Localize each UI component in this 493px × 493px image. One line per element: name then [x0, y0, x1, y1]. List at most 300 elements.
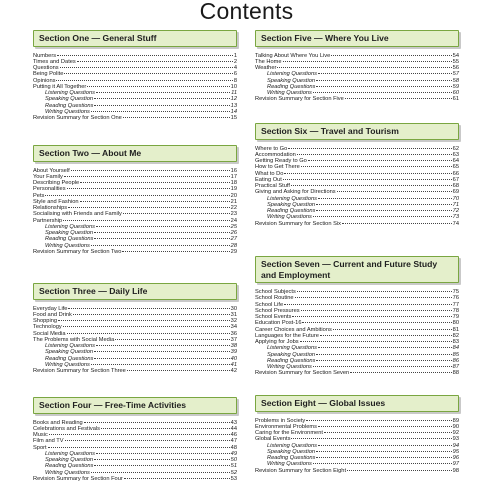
dot-leader: [60, 67, 233, 68]
toc-entry[interactable]: [33, 115, 237, 121]
toc-entry-page: 95: [452, 448, 459, 455]
toc-entry-page: 29: [230, 248, 237, 255]
dot-leader: [291, 185, 452, 186]
dot-leader: [313, 92, 452, 93]
dot-leader: [77, 61, 233, 62]
toc-entry-page: 89: [452, 417, 459, 424]
toc-entry-page: 75: [452, 289, 459, 295]
toc-entry-title: Writing Questions: [267, 214, 312, 221]
dot-leader: [301, 310, 452, 311]
toc-entry-title: Writing Questions: [267, 90, 312, 96]
dot-leader: [91, 472, 230, 473]
toc-entry-title: Speaking Question: [45, 230, 94, 236]
dot-leader: [94, 465, 229, 466]
section: [255, 395, 459, 474]
section: [33, 145, 237, 255]
toc-entry-page: 24: [230, 217, 237, 224]
dot-leader: [94, 98, 230, 99]
toc-entry-title: Reading Questions: [45, 463, 94, 470]
section-entries: [33, 168, 237, 256]
toc-entry-page: 92: [452, 430, 459, 436]
dot-leader: [316, 360, 451, 361]
dot-leader: [67, 188, 230, 189]
toc-entry-page: 39: [230, 349, 237, 356]
toc-entry-page: 19: [230, 186, 237, 193]
dot-leader: [63, 220, 230, 221]
toc-entry-page: 13: [230, 102, 237, 109]
toc-entry-title: Accommodation: [255, 151, 296, 158]
toc-entry-title: Revision Summary for Section Eight: [255, 467, 347, 474]
toc-entry-title: Describing People: [33, 180, 80, 186]
toc-entry-title: Writing Questions: [45, 108, 90, 115]
section: [255, 256, 459, 377]
dot-leader: [324, 432, 452, 433]
toc-entry-page: 57: [452, 71, 459, 78]
toc-entry-page: 61: [452, 96, 459, 103]
toc-entry-page: 62: [452, 145, 459, 152]
toc-entry-title: Sport: [33, 444, 47, 451]
toc-entry-title: School Pressures: [255, 307, 300, 314]
toc-entry-title: Speaking Question: [267, 448, 316, 455]
dot-leader: [96, 453, 230, 454]
section: [255, 30, 459, 103]
dot-leader: [316, 457, 451, 458]
dot-leader: [301, 166, 452, 167]
dot-leader: [87, 86, 229, 87]
toc-entry-title: The Home: [255, 58, 282, 65]
toc-entry-title: Revision Summary for Section Two: [33, 248, 122, 255]
toc-entry-title: Reading Questions: [45, 236, 94, 243]
toc-entry-title: Revision Summary for Section One: [33, 115, 122, 121]
toc-entry-page: 50: [230, 457, 237, 463]
toc-entry-page: 40: [230, 355, 237, 362]
dot-leader: [63, 326, 230, 327]
toc-entry-page: 2: [233, 58, 237, 65]
toc-entry-title: Problems in Society: [255, 417, 306, 424]
toc-entry-title: How to Get There: [255, 164, 300, 171]
toc-entry-page: 68: [452, 183, 459, 189]
toc-entry-title: Writing Questions: [45, 242, 90, 249]
toc-entry-title: Shopping: [33, 318, 58, 324]
dot-leader: [337, 191, 452, 192]
toc-entry-page: 74: [452, 220, 459, 227]
toc-entry-page: 82: [452, 332, 459, 339]
section-header: Section Eight — Global Issues: [255, 395, 459, 412]
toc-entry-title: Listening Questions: [45, 343, 95, 349]
toc-entry-title: About Yourself: [33, 167, 70, 174]
toc-entry-title: Listening Questions: [267, 345, 317, 352]
toc-entry-page: 46: [230, 432, 237, 438]
toc-entry-page: 53: [230, 475, 237, 482]
toc-entry-page: 80: [452, 320, 459, 327]
dot-leader: [283, 179, 452, 180]
dot-leader: [292, 316, 451, 317]
toc-entry-title: Revision Summary for Section Six: [255, 220, 341, 227]
toc-entry-page: 17: [230, 173, 237, 180]
dot-leader: [84, 422, 230, 423]
section: [255, 123, 459, 227]
dot-leader: [318, 426, 452, 427]
toc-entry[interactable]: [33, 476, 237, 482]
toc-entry-page: 98: [452, 467, 459, 474]
dot-leader: [96, 92, 230, 93]
toc-entry-page: 15: [230, 115, 237, 121]
dot-leader: [306, 420, 451, 421]
dot-leader: [300, 341, 452, 342]
dot-leader: [284, 173, 451, 174]
dot-leader: [316, 210, 451, 211]
section-entries: [255, 418, 459, 474]
dot-leader: [68, 308, 229, 309]
toc-entry-page: 64: [452, 158, 459, 164]
toc-entry-title: School Events: [255, 314, 292, 320]
toc-entry-page: 36: [230, 330, 237, 337]
dot-leader: [94, 351, 230, 352]
toc-entry-page: 30: [230, 305, 237, 312]
toc-entry[interactable]: [255, 370, 459, 376]
dot-leader: [316, 354, 452, 355]
toc-entry-page: 37: [230, 336, 237, 343]
toc-entry-page: 54: [452, 52, 459, 59]
section-header: Section Two — About Me: [33, 145, 237, 162]
toc-entry-title: Environmental Problems: [255, 423, 317, 430]
section-entries: [33, 420, 237, 483]
toc-entry-page: 10: [230, 83, 237, 90]
toc-entry-page: 44: [230, 425, 237, 432]
section: [33, 283, 237, 374]
toc-entry-title: Putting it All Together: [33, 83, 87, 90]
toc-entry-page: 88: [452, 370, 459, 377]
toc-entry-page: 41: [230, 361, 237, 368]
dot-leader: [122, 251, 229, 252]
dot-leader: [91, 245, 230, 246]
toc-entry-title: Writing Questions: [267, 461, 312, 468]
toc-entry-title: Listening Questions: [45, 450, 95, 457]
toc-entry-page: 87: [452, 364, 459, 370]
dot-leader: [297, 154, 452, 155]
section: [33, 30, 237, 121]
dot-leader: [45, 195, 229, 196]
toc-entry[interactable]: [255, 468, 459, 474]
toc-entry-page: 12: [230, 96, 237, 103]
toc-entry[interactable]: [255, 96, 459, 102]
toc-entry-page: 77: [452, 301, 459, 308]
dot-leader: [277, 67, 451, 68]
toc-entry-page: 94: [452, 442, 459, 449]
toc-entry-title: Reading Questions: [45, 102, 94, 109]
dot-leader: [283, 61, 452, 62]
toc-entry-page: 11: [231, 90, 237, 96]
section-header: Section Five — Where You Live: [255, 30, 459, 47]
toc-entry-title: Revision Summary for Section Seven: [255, 370, 350, 377]
section-header: Section Six — Travel and Tourism: [255, 123, 459, 140]
toc-entry-title: Revision Summary for Section Four: [33, 475, 123, 482]
toc-entry-title: Career Choices and Ambitions: [255, 326, 332, 333]
dot-leader: [318, 198, 452, 199]
toc-entry-title: Speaking Question: [45, 96, 94, 103]
toc-entry-page: 8: [233, 77, 237, 84]
toc-entry-page: 48: [230, 444, 237, 451]
toc-entry-page: 81: [452, 326, 459, 333]
dot-leader: [58, 320, 230, 321]
dot-leader: [94, 232, 230, 233]
dot-leader: [127, 370, 230, 371]
toc-entry-title: Technology: [33, 324, 62, 331]
toc-entry-title: Education Post-16: [255, 320, 302, 327]
dot-leader: [91, 111, 230, 112]
dot-leader: [313, 463, 452, 464]
section-header: Section One — General Stuff: [33, 30, 237, 47]
toc-entry-page: 69: [452, 189, 459, 196]
dot-leader: [64, 176, 230, 177]
dot-leader: [94, 105, 229, 106]
dot-leader: [316, 204, 452, 205]
toc-entry-title: Questions: [33, 65, 59, 71]
toc-entry-title: Celebrations and Festivals: [33, 425, 101, 432]
toc-entry[interactable]: [255, 221, 459, 227]
toc-entry-page: 56: [452, 65, 459, 71]
dot-leader: [288, 148, 451, 149]
dot-leader: [302, 322, 451, 323]
dot-leader: [318, 73, 452, 74]
dot-leader: [124, 478, 230, 479]
toc-entry-title: Applying for Jobs: [255, 339, 299, 345]
toc-entry-page: 42: [230, 368, 237, 374]
toc-entry-page: 52: [230, 469, 237, 476]
toc-entry-page: 6: [233, 71, 237, 78]
dot-leader: [313, 366, 452, 367]
toc-entry-page: 31: [230, 311, 237, 318]
toc-entry-page: 38: [230, 343, 237, 349]
dot-leader: [350, 372, 451, 373]
dot-leader: [313, 216, 452, 217]
section-entries: [255, 289, 459, 377]
toc-entry-page: 97: [452, 461, 459, 468]
toc-entry-title: Speaking Question: [267, 201, 316, 208]
toc-entry-title: Speaking Question: [267, 351, 316, 358]
toc-entry-page: 22: [230, 205, 237, 211]
toc-entry-page: 47: [230, 438, 237, 445]
toc-entry-page: 65: [452, 164, 459, 171]
toc-entry-page: 84: [452, 345, 459, 352]
toc-entry-page: 67: [452, 176, 459, 183]
section-entries: [33, 306, 237, 375]
toc-entry-title: Global Events: [255, 436, 291, 443]
toc-entry-page: 34: [230, 324, 237, 331]
toc-entry-page: 25: [230, 223, 237, 230]
toc-entry-page: 59: [452, 83, 459, 90]
toc-entry-page: 83: [452, 339, 459, 345]
dot-leader: [316, 80, 452, 81]
dot-leader: [320, 335, 452, 336]
dot-leader: [115, 339, 229, 340]
toc-entry[interactable]: [33, 249, 237, 255]
dot-leader: [68, 207, 230, 208]
toc-entry-page: 51: [230, 463, 237, 470]
toc-entry-title: Relationships: [33, 205, 68, 211]
toc-entry-title: Pets: [33, 192, 45, 199]
dot-leader: [318, 347, 452, 348]
toc-entry-title: Speaking Question: [45, 349, 94, 356]
dot-leader: [73, 314, 230, 315]
toc-entry-page: 71: [452, 201, 459, 208]
toc-entry-page: 86: [452, 357, 459, 364]
toc-entry-page: 20: [230, 192, 237, 199]
toc-entry-page: 1: [233, 52, 237, 59]
toc-entry-title: Socialising with Friends and Family: [33, 211, 122, 218]
toc-entry-title: Caring for the Environment: [255, 430, 323, 436]
toc-entry-page: 4: [233, 65, 237, 71]
toc-entry-title: Giving and Asking for Directions: [255, 189, 336, 196]
dot-leader: [347, 470, 452, 471]
dot-leader: [91, 364, 230, 365]
section-header: Section Four — Free-Time Activities: [33, 397, 237, 414]
section-entries: [33, 53, 237, 122]
toc-entry-page: 23: [230, 211, 237, 218]
toc-entry-title: Being Polite: [33, 71, 64, 78]
dot-leader: [80, 201, 230, 202]
toc-entry-page: 73: [452, 214, 459, 221]
toc-entry-title: School Routine: [255, 295, 294, 302]
dot-leader: [318, 445, 452, 446]
toc-entry-title: Writing Questions: [45, 469, 90, 476]
toc-entry-page: 66: [452, 170, 459, 177]
toc-entry-page: 58: [452, 77, 459, 84]
dot-leader: [297, 291, 452, 292]
dot-leader: [64, 73, 232, 74]
section-header: Section Seven — Current and Future Study and Employment: [255, 256, 459, 283]
dot-leader: [96, 345, 230, 346]
dot-leader: [80, 182, 230, 183]
dot-leader: [71, 170, 230, 171]
toc-entry-page: 43: [230, 419, 237, 426]
toc-entry-title: Times and Dates: [33, 58, 76, 65]
dot-leader: [308, 160, 452, 161]
toc-entry-title: Writing Questions: [45, 361, 90, 368]
toc-entry-title: Revision Summary for Section Three: [33, 368, 126, 374]
toc-entry-title: Reading Questions: [267, 357, 316, 364]
dot-leader: [333, 329, 452, 330]
dot-leader: [295, 297, 452, 298]
dot-leader: [123, 213, 230, 214]
toc-entry-title: Listening Questions: [267, 71, 317, 78]
toc-entry-title: Revision Summary for Section Five: [255, 96, 344, 103]
toc-entry-title: Style and Fashion: [33, 198, 79, 205]
toc-entry-title: Talking About Where You Live: [255, 52, 331, 59]
toc-entry-page: 63: [452, 151, 459, 158]
toc-entry-page: 21: [230, 198, 237, 205]
toc-entry-page: 96: [452, 455, 459, 461]
dot-leader: [284, 304, 452, 305]
toc-entry-title: Getting Ready to Go: [255, 158, 307, 164]
section-header: Section Three — Daily Life: [33, 283, 237, 300]
toc-entry-page: 90: [452, 423, 459, 430]
toc-entry-title: School Life: [255, 301, 284, 308]
dot-leader: [342, 223, 452, 224]
dot-leader: [94, 238, 229, 239]
toc-entry-page: 26: [230, 230, 237, 236]
toc-entry-page: 16: [230, 167, 237, 174]
dot-leader: [291, 438, 451, 439]
dot-leader: [49, 434, 230, 435]
toc-entry-page: 85: [452, 351, 459, 358]
dot-leader: [331, 55, 451, 56]
toc-entry-title: Weather: [255, 65, 277, 71]
toc-entry-page: 27: [230, 236, 237, 243]
toc-entry-page: 70: [452, 195, 459, 202]
section-entries: [255, 146, 459, 227]
toc-entry-title: Eating Out: [255, 176, 282, 183]
toc-entry-title: Music: [33, 432, 48, 438]
dot-leader: [56, 80, 232, 81]
toc-entry-title: Your Family: [33, 173, 63, 180]
toc-entry-title: Everyday Life: [33, 305, 68, 312]
toc-entry-page: 93: [452, 436, 459, 443]
toc-entry[interactable]: [33, 368, 237, 374]
toc-entry-title: Where to Go: [255, 145, 288, 152]
toc-entry-page: 14: [230, 108, 237, 115]
toc-entry-title: Listening Questions: [267, 195, 317, 202]
toc-entry-title: Reading Questions: [267, 455, 316, 461]
toc-entry-page: 76: [452, 295, 459, 302]
toc-entry-title: Social Media: [33, 330, 66, 337]
toc-entry-page: 60: [452, 90, 459, 96]
toc-entry-title: School Subjects: [255, 289, 296, 295]
toc-entry-title: What to Do: [255, 170, 284, 177]
toc-entry-title: Practical Stuff: [255, 183, 290, 189]
toc-entry-page: 55: [452, 58, 459, 65]
toc-entry-title: Speaking Question: [45, 457, 94, 463]
toc-entry-page: 28: [230, 242, 237, 249]
toc-entry-title: Languages for the Future: [255, 332, 319, 339]
toc-entry-page: 18: [230, 180, 237, 186]
dot-leader: [67, 333, 230, 334]
section-entries: [255, 53, 459, 103]
toc-entry-title: Numbers: [33, 52, 57, 59]
dot-leader: [94, 459, 230, 460]
toc-entry-title: Reading Questions: [267, 83, 316, 90]
toc-entry-title: Writing Questions: [267, 364, 312, 370]
page-title: Contents: [199, 0, 294, 24]
dot-leader: [123, 117, 230, 118]
toc-entry-title: Speaking Question: [267, 77, 316, 84]
toc-entry-page: 72: [452, 208, 459, 214]
dot-leader: [57, 55, 233, 56]
toc-entry-page: 49: [230, 450, 237, 457]
toc-entry-title: Reading Questions: [45, 355, 94, 362]
toc-entry-title: Reading Questions: [267, 208, 316, 214]
dot-leader: [48, 447, 230, 448]
toc-entry-title: Partnership: [33, 217, 63, 224]
dot-leader: [101, 428, 230, 429]
dot-leader: [316, 451, 452, 452]
dot-leader: [65, 440, 230, 441]
toc-entry-title: Film and TV: [33, 438, 64, 445]
dot-leader: [345, 98, 452, 99]
toc-entry-title: Food and Drink: [33, 311, 72, 318]
section: [33, 397, 237, 482]
dot-leader: [316, 86, 451, 87]
toc-entry-page: 32: [230, 318, 237, 324]
toc-entry-title: Personalities: [33, 186, 66, 193]
dot-leader: [96, 226, 230, 227]
toc-entry-title: Opinions: [33, 77, 56, 84]
toc-entry-title: Listening Questions: [267, 442, 317, 449]
toc-entry-page: 79: [452, 314, 459, 320]
dot-leader: [94, 358, 229, 359]
toc-entry-title: Listening Questions: [45, 223, 95, 230]
toc-entry-page: 78: [452, 307, 459, 314]
